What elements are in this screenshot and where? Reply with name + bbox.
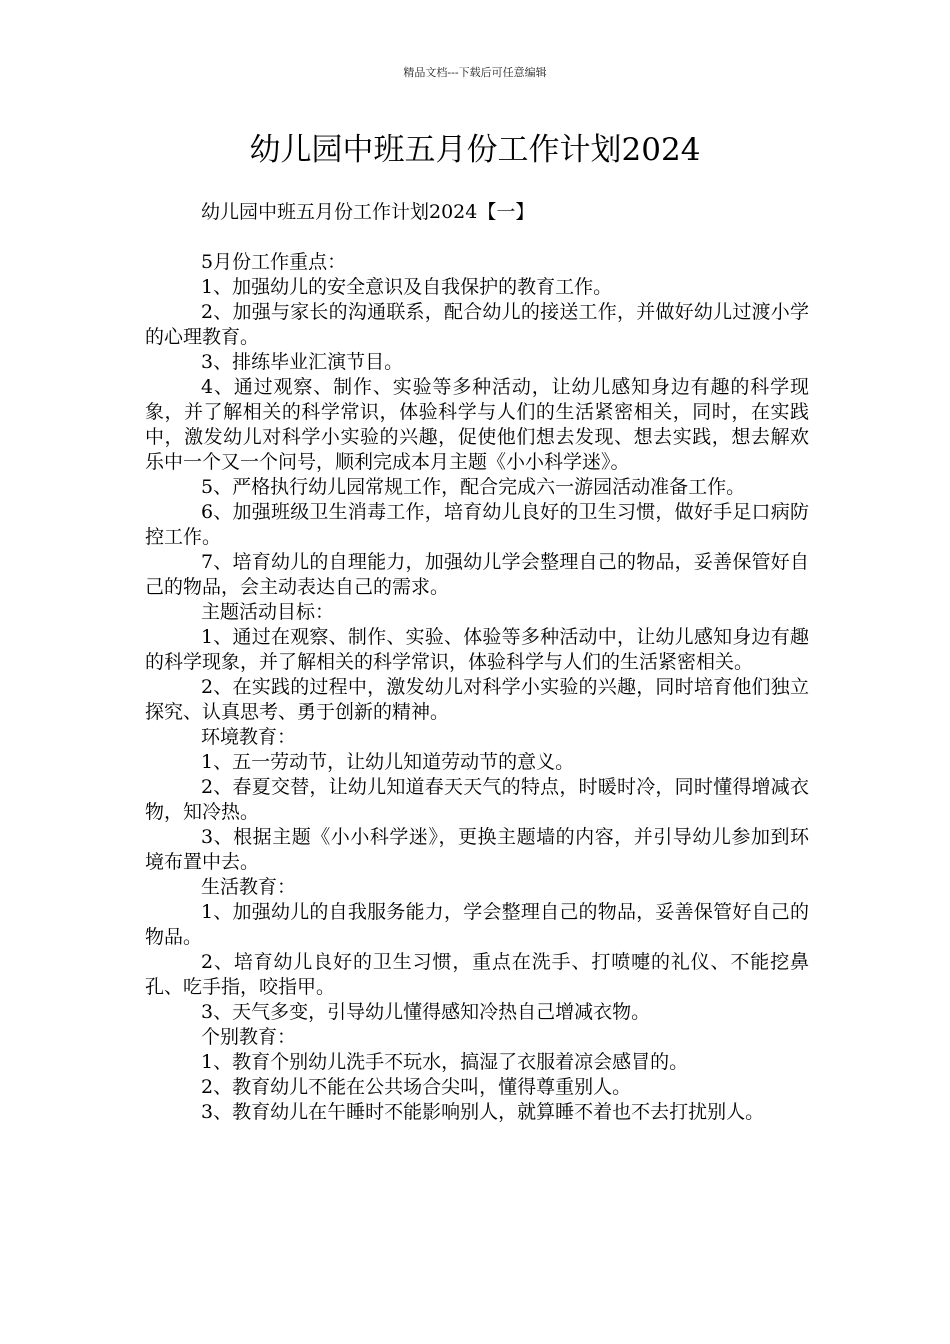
paragraph: 5、严格执行幼儿园常规工作，配合完成六一游园活动准备工作。 <box>201 476 746 498</box>
document-title: 幼儿园中班五月份工作计划2024 <box>249 132 701 168</box>
section-heading-goals: 主题活动目标： <box>201 601 335 623</box>
section-heading-focus: 5月份工作重点： <box>201 251 347 273</box>
section-subtitle: 幼儿园中班五月份工作计划2024【一】 <box>201 201 535 223</box>
section-heading-individual: 个别教育： <box>201 1026 297 1048</box>
paragraph: 2、培育幼儿良好的卫生习惯，重点在洗手、打喷嚏的礼仪、不能挖鼻孔、吃手指，咬指甲。 <box>145 951 809 998</box>
section-heading-life: 生活教育： <box>201 876 297 898</box>
paragraph: 4、通过观察、制作、实验等多种活动，让幼儿感知身边有趣的科学现象，并了解相关的科学常识，体验科学与人们的生活紧密相关，同时，在实践中，激发幼儿对科学小实验的兴趣，促使他们想去发现、想去实践，想去解欢乐中一个又一个问号，顺利完成本月主题《小小科学迷》。 <box>145 376 809 473</box>
paragraph: 1、加强幼儿的安全意识及自我保护的教育工作。 <box>201 276 613 298</box>
paragraph: 3、排练毕业汇演节目。 <box>201 351 404 373</box>
section-heading-environment: 环境教育： <box>201 726 297 748</box>
paragraph: 2、春夏交替，让幼儿知道春天天气的特点，时暖时冷，同时懂得增减衣物，知冷热。 <box>145 776 809 823</box>
paragraph: 3、天气多变，引导幼儿懂得感知冷热自己增减衣物。 <box>201 1001 651 1023</box>
paragraph: 2、在实践的过程中，激发幼儿对科学小实验的兴趣，同时培育他们独立探究、认真思考、勇于创新的精神。 <box>145 676 809 723</box>
paragraph: 2、加强与家长的沟通联系，配合幼儿的接送工作，并做好幼儿过渡小学的心理教育。 <box>145 301 809 348</box>
document-body <box>145 250 809 1125</box>
paragraph: 7、培育幼儿的自理能力，加强幼儿学会整理自己的物品，妥善保管好自己的物品，会主动表达自己的需求。 <box>145 551 809 598</box>
header-note: 精品文档---下载后可任意编辑 <box>403 66 547 79</box>
paragraph: 1、加强幼儿的自我服务能力，学会整理自己的物品，妥善保管好自己的物品。 <box>145 901 809 948</box>
paragraph: 1、通过在观察、制作、实验、体验等多种活动中，让幼儿感知身边有趣的科学现象，并了解相关的科学常识，体验科学与人们的生活紧密相关。 <box>145 626 809 673</box>
paragraph: 6、加强班级卫生消毒工作，培育幼儿良好的卫生习惯，做好手足口病防控工作。 <box>145 501 809 548</box>
paragraph: 1、教育个别幼儿洗手不玩水，搞湿了衣服着凉会感冒的。 <box>201 1051 689 1073</box>
paragraph: 1、五一劳动节，让幼儿知道劳动节的意义。 <box>201 751 575 773</box>
paragraph: 3、教育幼儿在午睡时不能影响别人，就算睡不着也不去打扰别人。 <box>201 1101 765 1123</box>
paragraph: 2、教育幼儿不能在公共场合尖叫，懂得尊重别人。 <box>201 1076 632 1098</box>
paragraph: 3、根据主题《小小科学迷》，更换主题墙的内容，并引导幼儿参加到环境布置中去。 <box>145 826 809 873</box>
